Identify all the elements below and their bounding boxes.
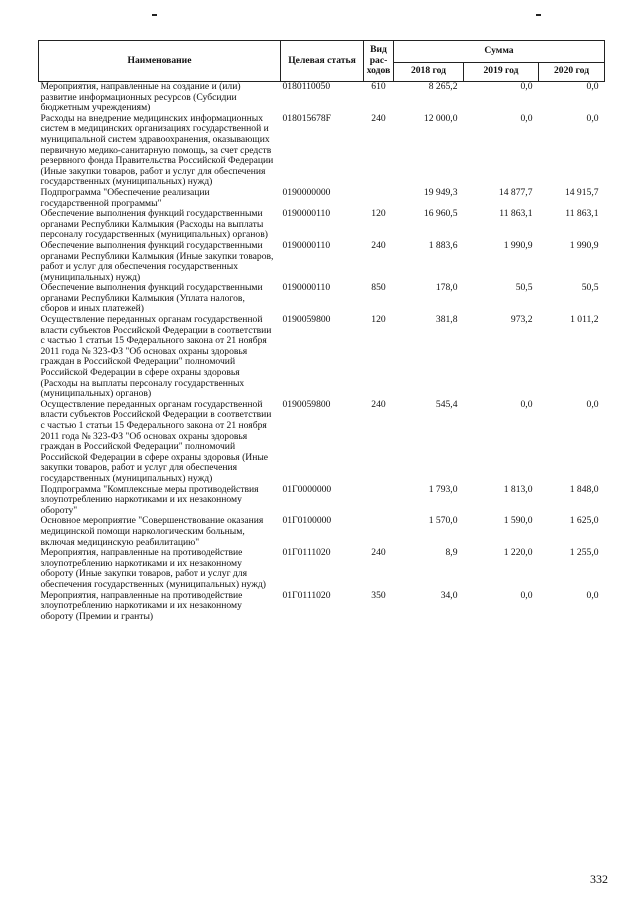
row-name: Подпрограмма "Комплексные меры противодействия злоупотреблению наркотиками и их незаконному обороту" [40,483,259,516]
table-row [39,400,605,485]
row-name: Осуществление переданных органам государственной власти субъектов Российской Федерации в соответствии с частью 1 статьи 15 Федерального закона от 21 ноября 2011 года № 323-ФЗ "Об основах охраны здоровья граждан в Российской Федерации" полномочий Российской Федерации в сфере охраны здоровья (Расходы на выплаты персоналу государственных (муниципальных) органов) [40,314,272,400]
col-header-2019: 2019 год [464,62,539,81]
page-number: 332 [590,872,608,886]
row-sum-2019: 1 813,0 [503,483,533,495]
col-header-type: Вид рас-ходов [364,41,394,82]
row-sum-2020: 1 990,9 [569,239,599,251]
row-sum-2018: 12 000,0 [423,112,458,124]
table-row [39,591,605,623]
row-name: Расходы на внедрение медицинских информационных систем в медицинских организациях государственной и муниципальной систем здравоохранения, оказывающих первичную медико-санитарную помощь, за счет средств резервного фонда Правительства Российской Федерации (Иные закупки товаров, работ и услуг для обеспечения государственных (муниципальных) нужд) [40,112,274,188]
row-sum-2020: 0,0 [586,81,599,92]
row-sum-2020: 1 625,0 [569,515,599,527]
row-sum-2019: 0,0 [520,112,533,124]
row-sum-2019: 1 990,9 [503,239,533,251]
row-sum-2020: 14 915,7 [564,186,599,198]
row-name: Обеспечение выполнения функций государственными органами Республики Калмыкия (Иные закупки товаров, работ и услуг для обеспечения государственных (муниципальных) нужд) [40,239,274,283]
row-sum-2018: 1 883,6 [428,239,458,251]
row-name: Обеспечение выполнения функций государственными органами Республики Калмыкия (Расходы на выплаты персоналу государственных (муниципальных) органов) [40,208,268,241]
table-row [39,516,605,548]
row-sum-2018: 1 793,0 [428,483,458,495]
row-sum-2018: 8,9 [445,547,458,559]
row-type [364,485,394,517]
row-target: 0190000000 [282,186,331,198]
row-target: 0190000110 [282,239,331,251]
row-sum-2020: 0,0 [586,398,599,410]
table-body [39,82,605,623]
row-sum-2018: 8 265,2 [428,81,458,92]
table-row [39,241,605,283]
row-name: Основное мероприятие "Совершенствование оказания медицинской помощи наркологическим больным, включая медицинскую реабилитацию" [40,515,264,548]
row-sum-2019: 1 220,0 [503,547,533,559]
col-header-sum: Сумма [394,41,605,63]
row-sum-2019: 0,0 [520,81,533,92]
row-sum-2018: 381,8 [435,314,458,326]
col-header-2018: 2018 год [394,62,464,81]
col-header-2020: 2020 год [539,62,605,81]
table-row [39,315,605,400]
row-type: 120 [371,314,386,326]
row-target: 01Г0000000 [282,483,332,495]
table-row [39,82,605,114]
row-sum-2020: 0,0 [586,589,599,601]
row-name: Обеспечение выполнения функций государственными органами Республики Калмыкия (Уплата налогов, сборов и иных платежей) [40,282,263,315]
row-target: 0180110050 [282,81,331,92]
top-mark-left [152,14,157,16]
row-sum-2019: 11 863,1 [499,208,533,220]
table-row [39,283,605,315]
row-type: 240 [371,112,386,124]
row-name: Осуществление переданных органам государственной власти субъектов Российской Федерации в соответствии с частью 1 статьи 15 Федерального закона от 21 ноября 2011 года № 323-ФЗ "Об основах охраны здоровья граждан в Российской Федерации" полномочий Российской Федерации в сфере охраны здоровья (Иные закупки товаров, работ и услуг для обеспечения государственных (муниципальных) нужд) [40,398,272,484]
row-target: 0190000110 [282,208,331,220]
row-sum-2020: 1 848,0 [569,483,599,495]
row-name: Подпрограмма "Обеспечение реализации государственной программы" [40,186,210,209]
row-type [364,516,394,548]
row-sum-2020: 0,0 [586,112,599,124]
row-sum-2018: 19 949,3 [423,186,458,198]
row-type [364,188,394,209]
row-sum-2019: 50,5 [515,282,533,294]
table-row [39,188,605,209]
row-sum-2019: 1 590,0 [503,515,533,527]
row-type: 350 [371,589,386,601]
row-sum-2019: 973,2 [510,314,533,326]
row-target: 01Г0111020 [282,547,331,559]
table-row [39,485,605,517]
row-target: 0190059800 [282,314,331,326]
row-sum-2018: 545,4 [435,398,458,410]
col-header-target: Целевая статья [281,41,364,82]
row-target: 0190059800 [282,398,331,410]
row-target: 018015678F [282,112,332,124]
row-sum-2020: 50,5 [581,282,599,294]
row-type: 120 [371,208,386,220]
row-type: 610 [371,81,386,92]
row-type: 240 [371,547,386,559]
row-sum-2020: 11 863,1 [565,208,599,220]
row-name: Мероприятия, направленные на противодействие злоупотреблению наркотиками и их незаконному обороту (Премии и гранты) [40,589,243,622]
table-row [39,114,605,188]
row-sum-2020: 1 011,2 [570,314,599,326]
top-mark-right [536,14,541,16]
row-type: 850 [371,282,386,294]
row-sum-2020: 1 255,0 [569,547,599,559]
row-target: 0190000110 [282,282,331,294]
row-sum-2018: 1 570,0 [428,515,458,527]
row-sum-2019: 0,0 [520,589,533,601]
row-target: 01Г0111020 [282,589,331,601]
row-name: Мероприятия, направленные на противодействие злоупотреблению наркотиками и их незаконному обороту (Иные закупки товаров, работ и услуг для обеспечения государственных (муниципальных) нужд) [40,547,266,590]
row-sum-2018: 34,0 [440,589,458,601]
row-type: 240 [371,239,386,251]
col-header-name: Наименование [39,41,281,82]
table-row [39,209,605,241]
row-sum-2018: 16 960,5 [423,208,458,220]
row-target: 01Г0100000 [282,515,332,527]
row-sum-2019: 0,0 [520,398,533,410]
row-type: 240 [371,398,386,410]
table-row [39,548,605,590]
row-sum-2018: 178,0 [435,282,458,294]
row-sum-2019: 14 877,7 [498,186,533,198]
row-name: Мероприятия, направленные на создание и (или) развитие информационных ресурсов (Субсидии бюджетным учреждениям) [40,81,241,114]
table-header [39,41,605,82]
budget-table [38,40,605,622]
